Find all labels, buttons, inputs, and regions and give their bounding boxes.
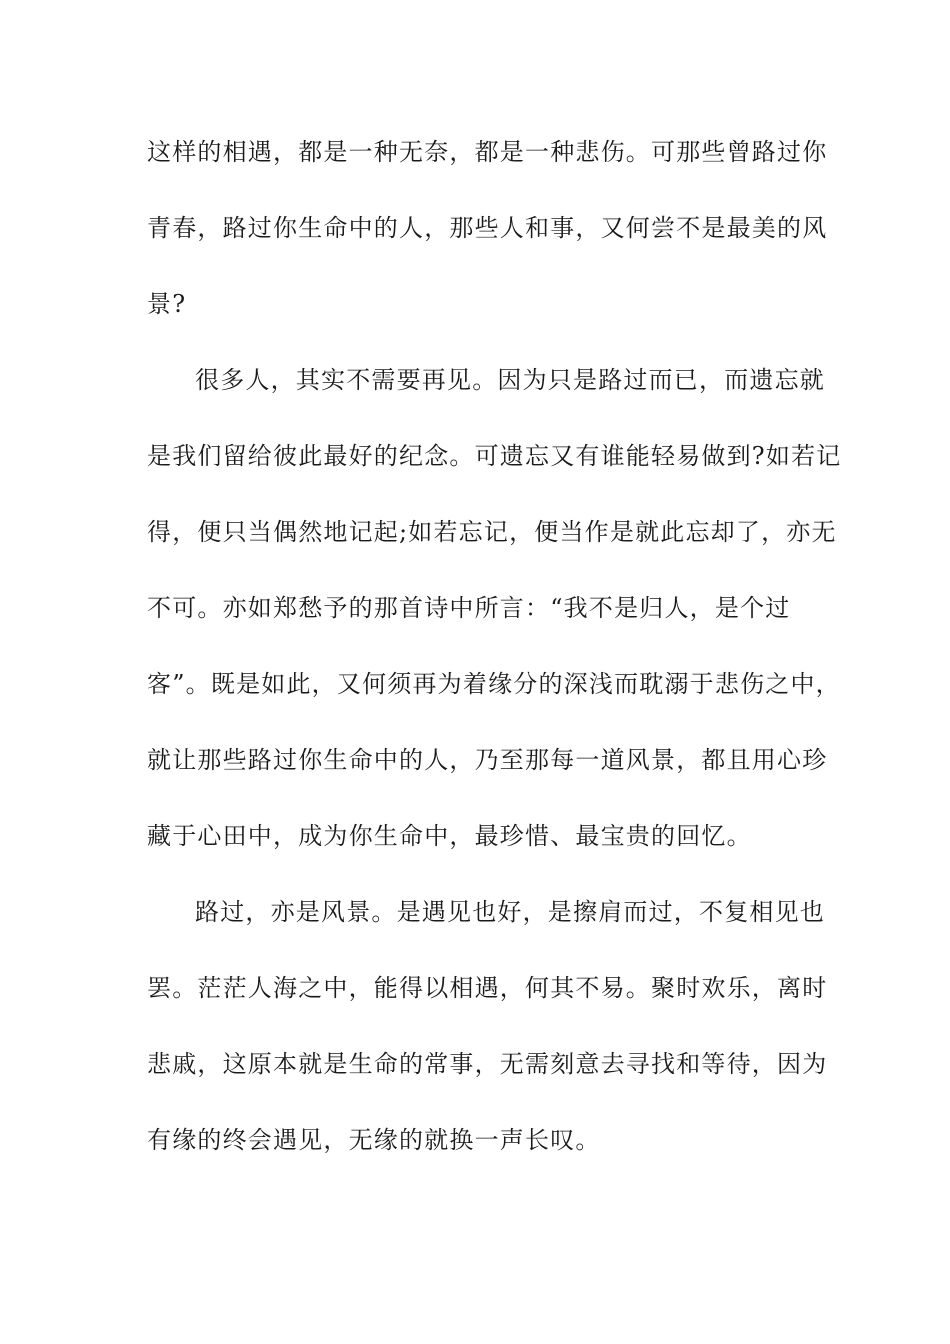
paragraph-3-line-1: 路过，亦是风景。是遇见也好，是擦肩而过，不复相见也 [195, 898, 825, 926]
paragraph-3-line-4: 有缘的终会遇见，无缘的就换一声长叹。 [147, 1126, 601, 1154]
paragraph-2-line-7: 藏于心田中，成为你生命中，最珍惜、最宝贵的回忆。 [147, 822, 752, 850]
paragraph-1-line-3: 景? [147, 290, 187, 318]
paragraph-2-line-6: 就让那些路过你生命中的人，乃至那每一道风景，都且用心珍 [147, 746, 828, 774]
paragraph-1-line-1: 这样的相遇，都是一种无奈，都是一种悲伤。可那些曾路过你 [147, 138, 828, 166]
paragraph-2-line-1: 很多人，其实不需要再见。因为只是路过而已，而遗忘就 [195, 366, 825, 394]
paragraph-1-line-2: 青春，路过你生命中的人，那些人和事，又何尝不是最美的风 [147, 214, 828, 242]
paragraph-2-line-2: 是我们留给彼此最好的纪念。可遗忘又有谁能轻易做到?如若记 [147, 442, 842, 470]
paragraph-3-line-3: 悲戚，这原本就是生命的常事，无需刻意去寻找和等待，因为 [147, 1050, 828, 1078]
paragraph-2-line-4: 不可。亦如郑愁予的那首诗中所言：“我不是归人，是个过 [147, 594, 791, 622]
paragraph-2-line-5: 客”。既是如此，又何须再为着缘分的深浅而耽溺于悲伤之中， [147, 670, 841, 698]
paragraph-2-line-3: 得，便只当偶然地记起;如若忘记，便当作是就此忘却了，亦无 [147, 518, 837, 546]
paragraph-3-line-2: 罢。茫茫人海之中，能得以相遇，何其不易。聚时欢乐，离时 [147, 974, 828, 1002]
